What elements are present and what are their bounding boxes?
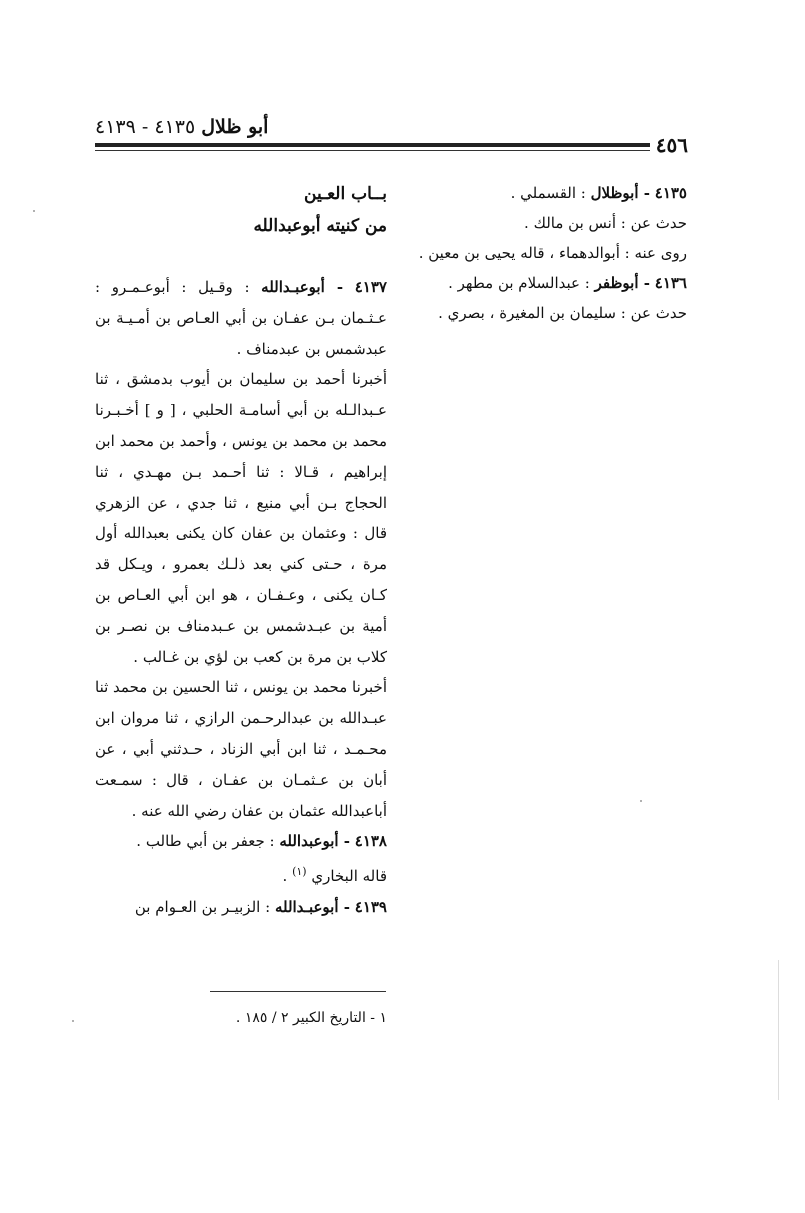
entry-text: : الزبيـر بن العـوام بن — [134, 897, 271, 916]
entry-4136: ٤١٣٦ - أبوظفر : عبدالسلام بن مطهر . — [448, 274, 687, 292]
section-title: بــاب العـين — [304, 184, 387, 204]
page-header — [95, 116, 688, 160]
entry-kunya: أبوظفر — [594, 274, 639, 292]
source-text: قاله البخاري — [311, 867, 387, 886]
scan-speck — [640, 800, 642, 802]
running-title — [95, 116, 268, 138]
entry-number: ٤١٣٧ — [354, 278, 387, 296]
scan-edge-line — [778, 960, 779, 1100]
footnote-separator — [210, 991, 386, 992]
entry-line: روى عنه : أبوالدهماء ، قاله يحيى بن معين . — [418, 244, 687, 262]
footnote: ١ - التاريخ الكبير ٢ / ١٨٥ . — [235, 1010, 387, 1026]
entry-kunya: أبوعبـدالله — [274, 897, 339, 916]
entry-text: : جعفر بن أبي طالب . — [136, 832, 275, 851]
hadith-paragraph-1: أخبرنا أحمد بن سليمان بن أيوب بدمشق ، ثنا عـبدالـله بن أبي أسامـة الحلبي ، [ و ] أخـبـرنا محمد بن محمد بن يونس ، وأحمد بن محمد ابن إبراهيم ، قـالا : ثنا أحـمد بـن مهـدي ، ثنا الحجاج بـن أبي منيع ، ثنا جدي ، عن الزهري قال : وعثمان بن عفان كان يكنى بعبدالله أول مرة ، حـتى كني بعد ذلـك بعمرو ، ويـكل قد كـان يكنى ، وعـفـان ، هو ابن أبي العـاص بن أمية بن عبـدشمس بن عـبدمناف بن نصـر بن كلاب بن مرة بن كعب بن لؤي بن غـالب . — [95, 370, 387, 666]
entry-line: حدث عن : سليمان بن المغيرة ، بصري . — [438, 304, 687, 322]
footnote-ref: (١) — [292, 865, 307, 879]
entry-4138: ٤١٣٨ - أبوعبدالله : جعفر بن أبي طالب . — [136, 832, 387, 851]
entry-kunya: أبوعبـدالله — [261, 278, 325, 296]
entry-kunya: أبوعبدالله — [279, 832, 339, 851]
source-line: قاله البخاري $^{(١)}$ . — [282, 865, 387, 886]
left-column — [95, 178, 387, 923]
entry-4137: ٤١٣٧ - أبوعبـدالله : وقـيل : أبوعـمـرو : عـثـمان بـن عفـان بن أبي العـاص بن أمـيـة بن عبدشمس بن عبدمناف . — [95, 278, 387, 358]
entry-number: ٤١٣٩ — [354, 897, 387, 916]
entry-line: حدث عن : أنس بن مالك . — [524, 214, 687, 232]
section-subtitle: من كنيته أبوعبدالله — [253, 216, 387, 236]
scan-speck — [33, 210, 35, 212]
running-title-name: أبو ظلال — [201, 116, 269, 138]
entry-number: ٤١٣٨ — [354, 832, 387, 851]
header-rule-thick — [95, 143, 688, 147]
entry-4135: ٤١٣٥ - أبوظلال : القسملي . — [510, 184, 687, 202]
scan-speck — [72, 1020, 74, 1022]
hadith-paragraph-2: أخبرنا محمد بن يونس ، ثنا الحسين بن محمد ثنا عبـدالله بن عبدالرحـمن الرازي ، ثنا مروان ابن محـمـد ، ثنا ابن أبي الزناد ، حـدثني أبي ، عن أبان بن عـثمـان بن عفـان ، قال : سمـعت أباعبدالله عثمان بن عفان رضي الله عنه . — [95, 678, 387, 820]
page-number: ٤٥٦ — [650, 132, 688, 158]
entry-kunya: أبوظلال — [590, 184, 639, 202]
entry-number: ٤١٣٦ — [654, 274, 687, 292]
entry-text: : القسملي . — [510, 184, 586, 202]
running-title-range: ٤١٣٥ - ٤١٣٩ — [95, 116, 196, 138]
header-rule-thin — [95, 150, 688, 151]
entry-text: : وقـيل : أبوعـمـرو : عـثـمان بـن عفـان بن أبي العـاص بن أمـيـة بن عبدشمس بن عبدمناف . — [95, 278, 387, 358]
entry-number: ٤١٣٥ — [654, 184, 687, 202]
right-column — [407, 178, 687, 328]
entry-4139: ٤١٣٩ - أبوعبـدالله : الزبيـر بن العـوام بن — [134, 897, 387, 916]
entry-text: : عبدالسلام بن مطهر . — [448, 274, 590, 292]
